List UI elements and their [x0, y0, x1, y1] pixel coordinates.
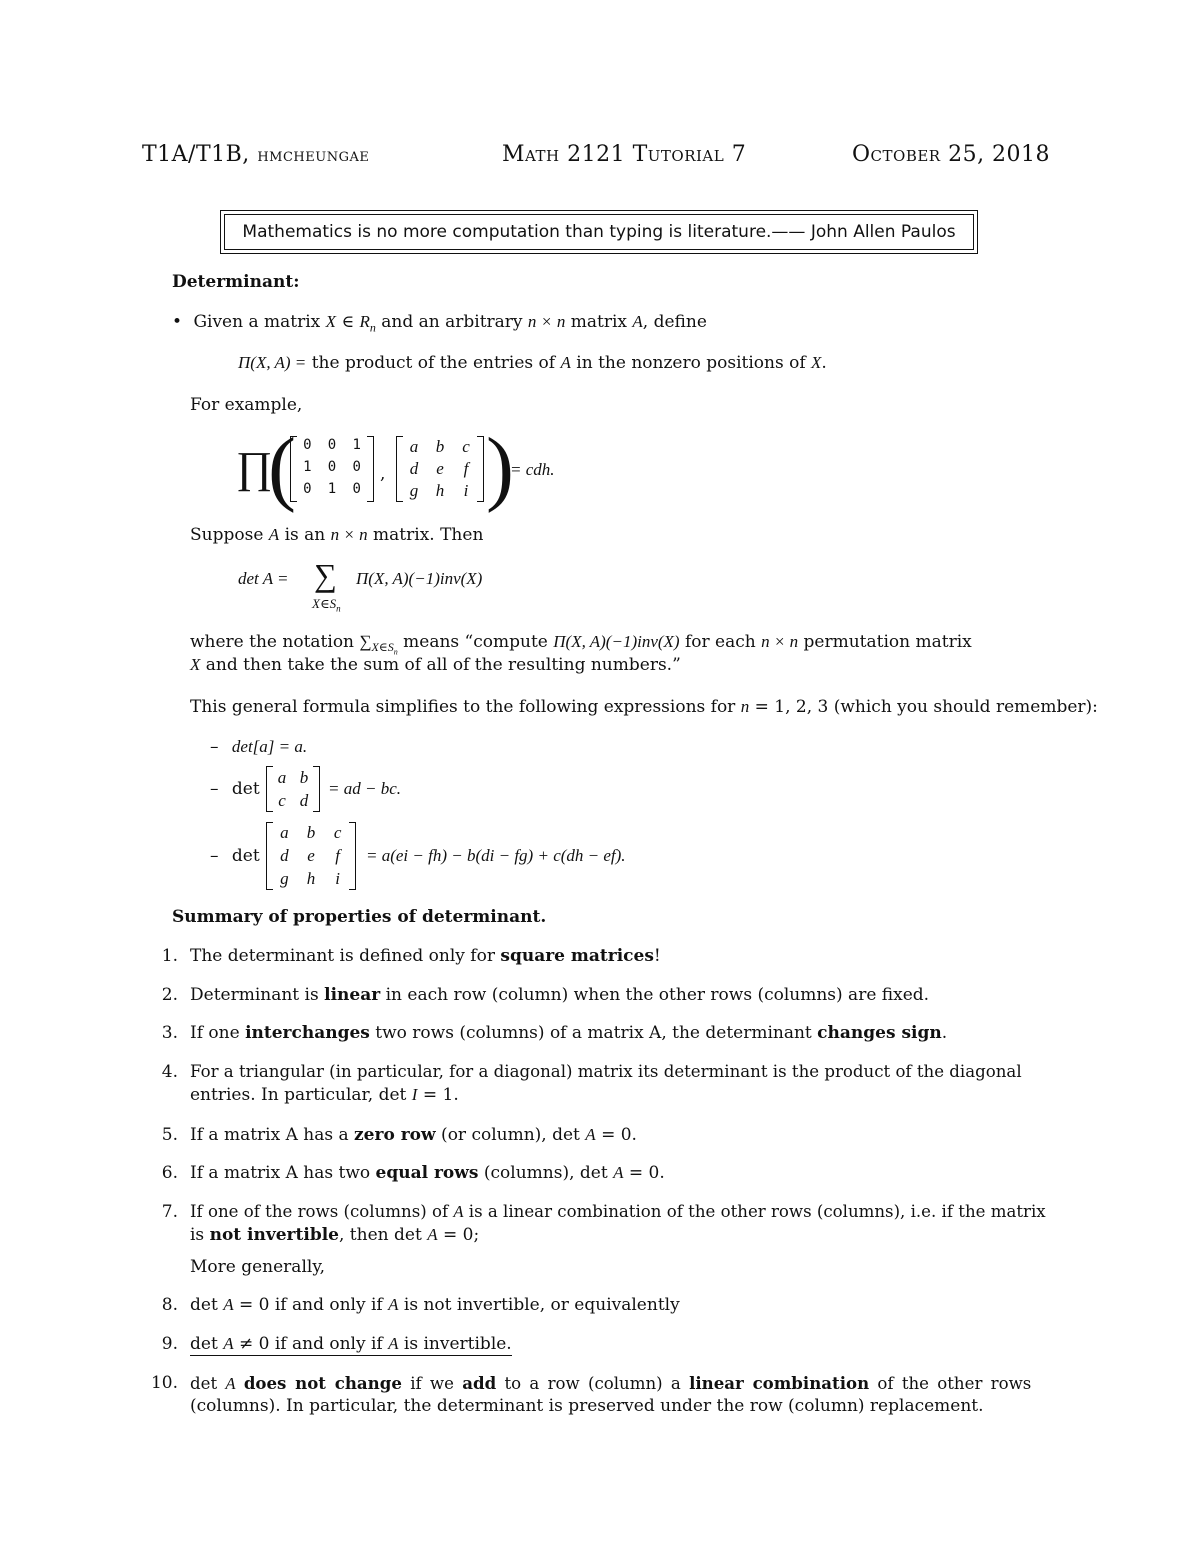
sum-subscript: $X\in S_n$	[312, 596, 341, 614]
matrix-entry: 1	[327, 481, 337, 497]
section-title-summary: Summary of properties of determinant.	[172, 907, 547, 927]
bullet-intro: • Given a matrix X ∈ $R_n$ and an arbitrary n × n matrix A, define	[172, 312, 707, 335]
bracket-cap	[367, 436, 373, 437]
matrix-entry: c	[333, 823, 342, 843]
det-3x3-label: – det	[210, 846, 260, 866]
matrix-entry: c	[462, 437, 470, 456]
bullet-icon: •	[172, 312, 183, 332]
matrix-entry: d	[409, 459, 419, 478]
matrix-entry: a	[277, 767, 287, 787]
matrix-entry: i	[463, 481, 469, 500]
matrix-entry: c	[278, 790, 286, 810]
general-formula-line: This general formula simplifies to the following expressions for n = 1, 2, 3 (which you should remember):	[190, 697, 1098, 717]
quote-box	[220, 210, 978, 254]
matrix-entry: 0	[352, 481, 361, 497]
header-center: Math 2121 Tutorial 7	[502, 142, 747, 167]
sum-symbol: ∑	[314, 557, 337, 593]
det-2x2-matrix	[266, 766, 320, 812]
bracket-cap	[291, 501, 297, 502]
matrix-entry: f	[335, 846, 341, 865]
matrix-entry: d	[299, 790, 309, 810]
matrix-entry: 0	[352, 459, 361, 475]
bracket-cap	[349, 822, 355, 823]
det-formula-rhs: Π(X, A)(−1)inv(X)	[356, 569, 483, 588]
det-3x3-matrix	[266, 822, 356, 890]
big-paren-right: )	[486, 421, 514, 514]
det-3x3-result: = a(ei − fh) − b(di − fg) + c(dh − ef).	[366, 846, 626, 865]
bracket-cap	[267, 822, 273, 823]
section-title-determinant: Determinant:	[172, 272, 300, 292]
product-symbol: ∏	[236, 443, 273, 492]
example-result: = cdh.	[510, 460, 555, 479]
matrix-entry: h	[306, 868, 316, 888]
det-formula-lhs: det A =	[238, 569, 289, 588]
more-generally: More generally,	[190, 1257, 326, 1277]
for-example: For example,	[190, 395, 303, 415]
matrix-entry: g	[280, 868, 289, 888]
header-right: October 25, 2018	[852, 142, 1051, 167]
quote-text: Mathematics is no more computation than typing is literature.—— John Allen Paulos	[224, 214, 974, 250]
matrix-entry: b	[306, 823, 316, 843]
author-id: hmcheungae	[257, 144, 370, 166]
bracket-cap	[313, 811, 319, 812]
comma: ,	[380, 464, 386, 484]
matrix-entry: 0	[327, 459, 337, 475]
matrix-entry: i	[335, 868, 341, 888]
matrix-entry: b	[299, 767, 309, 787]
matrix-entry: 0	[303, 437, 312, 453]
bracket-cap	[267, 889, 273, 890]
pi-definition: Π(X, A) = the product of the entries of A in the nonzero positions of X.	[238, 353, 827, 373]
bracket-cap	[477, 436, 483, 437]
matrix-entry: a	[409, 437, 419, 456]
det-2x2-result: = ad − bc.	[328, 779, 401, 798]
matrix-entry: d	[280, 846, 289, 865]
permutation-matrix	[290, 436, 374, 502]
big-paren-left: (	[268, 421, 296, 514]
matrix-entry: f	[463, 459, 469, 478]
matrix-entry: g	[409, 481, 419, 500]
matrix-entry: b	[435, 437, 445, 456]
matrix-entry: 0	[303, 481, 312, 497]
variable-matrix	[396, 436, 484, 502]
list-item-continuation: (columns). In particular, the determinant is preserved under the row (column) replacement.	[190, 1396, 984, 1416]
matrix-entry: e	[307, 846, 315, 865]
header-left	[142, 142, 369, 167]
bracket-cap	[367, 501, 373, 502]
matrix-entry: 0	[327, 437, 337, 453]
list-item-continuation: is not invertible, then det A = 0;	[190, 1225, 480, 1245]
det-1x1: – det[a] = a.	[210, 737, 308, 757]
matrix-entry: e	[436, 459, 444, 478]
suppose-line: Suppose A is an n × n matrix. Then	[190, 525, 484, 545]
matrix-entry: 1	[352, 437, 361, 453]
matrix-entry: 1	[303, 459, 312, 475]
bracket-cap	[477, 501, 483, 502]
course-section: T1A/T1B,	[142, 142, 250, 167]
det-2x2-label: – det	[210, 779, 260, 799]
list-item-continuation: entries. In particular, det I = 1.	[190, 1085, 459, 1105]
matrix-entry: a	[280, 823, 289, 843]
where-line-2: X and then take the sum of all of the resulting numbers.”	[190, 655, 681, 675]
bracket-cap	[267, 811, 273, 812]
where-line-1: where the notation $\sum_{X\in S_n}$ means “compute Π(X, A)(−1)inv(X) for each n × n permutation matrix	[190, 632, 972, 657]
matrix-entry: h	[435, 481, 445, 500]
bracket-cap	[349, 889, 355, 890]
